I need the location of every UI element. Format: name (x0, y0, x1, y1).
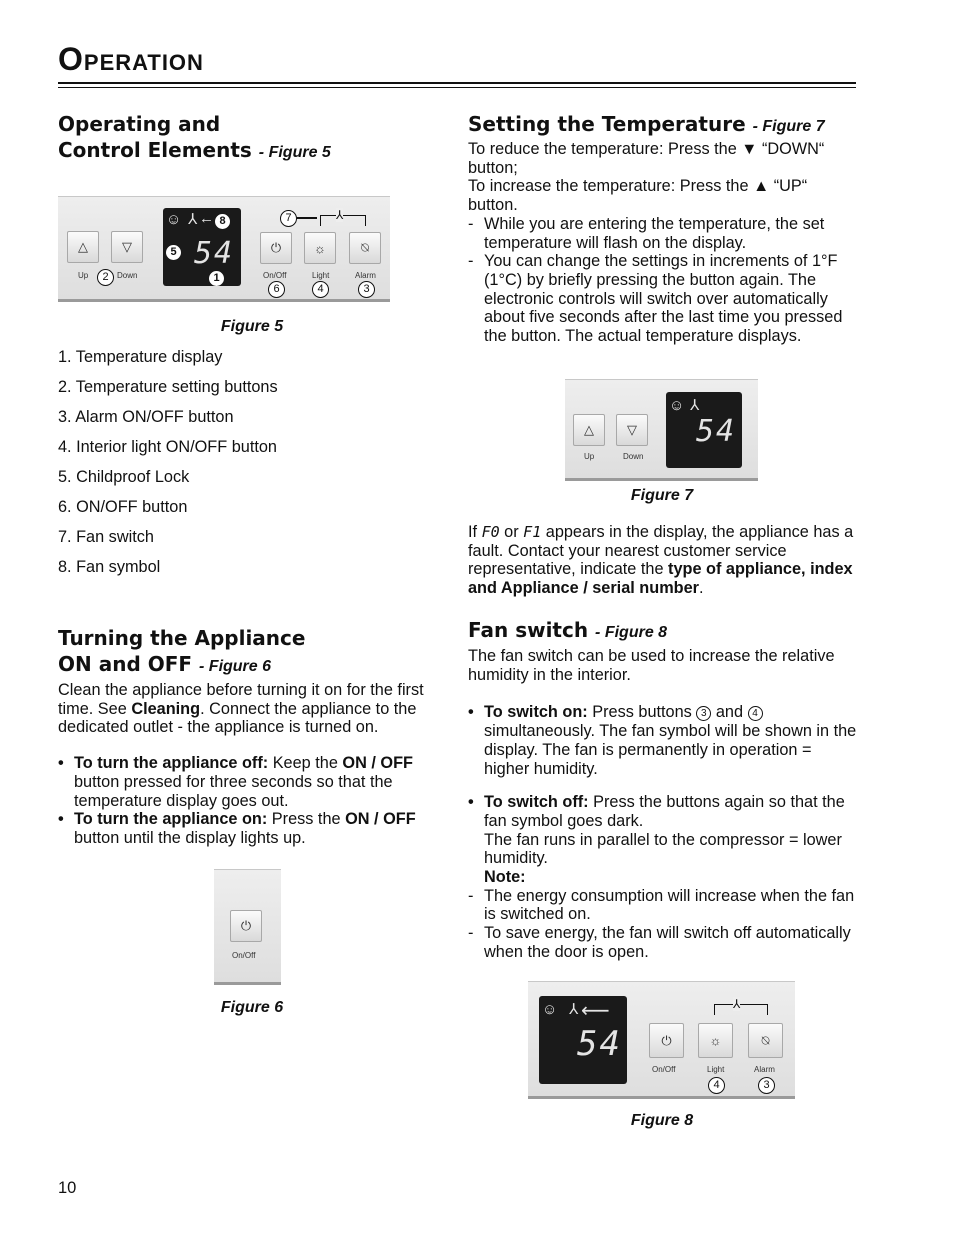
down-arrow-icon: ▽ (122, 239, 132, 254)
list-item: - You can change the settings in increments of 1°F (1°C) by briefly pressing the button again. The electronic controls will switch over automatically about five seconds after the last time you pressed the button. The actual temperature displays. (468, 252, 860, 346)
on-off-label: On/Off (232, 951, 256, 960)
increase-text: To increase the temperature: Press the ▲ “UP“ button. (468, 177, 808, 215)
fan-icon: ⅄ (336, 208, 344, 222)
alarm-label: Alarm (355, 271, 376, 280)
on-off-label: On/Off (652, 1065, 676, 1074)
callout-4: 4 (312, 281, 329, 298)
up-label: Up (78, 271, 89, 280)
figure-6-panel (214, 869, 281, 985)
down-button[interactable] (616, 414, 648, 446)
fan-heading: Fan switch - Figure 8 (468, 618, 668, 642)
up-arrow-icon: △ (78, 239, 88, 254)
reduce-text: To reduce the temperature: Press the ▼ “DOWN“ button; (468, 140, 825, 177)
up-label: Up (584, 452, 595, 461)
up-button[interactable] (67, 231, 99, 263)
list-item: - The energy consumption will increase when the fan is switched on. (468, 887, 860, 924)
figure-7-caption: Figure 7 (630, 487, 694, 504)
setting-section (468, 111, 860, 346)
bell-off-icon: ⍉ (361, 240, 369, 255)
light-button[interactable] (698, 1023, 733, 1058)
light-label: Light (312, 271, 330, 280)
power-icon: ⏻ (240, 918, 252, 933)
fan-notes (468, 887, 860, 962)
list-item: 1. Temperature display (58, 348, 223, 366)
list-item: - While you are entering the temperature, the set temperature will flash on the display. (468, 215, 860, 252)
smiley-icon: ☺ (542, 1001, 558, 1018)
list-item: • To turn the appliance on: Press the ON / OFF button until the display lights up. (58, 810, 446, 847)
smiley-icon: ☺ (669, 397, 685, 414)
callout-4: 4 (708, 1077, 725, 1094)
list-item: 2. Temperature setting buttons (58, 378, 278, 396)
fault-text: If F0 or F1 appears in the display, the appliance has a fault. Contact your nearest customer service representative, indicate the type of appliance, index and Appliance / serial number. (468, 523, 854, 598)
on-off-label: On/Off (263, 271, 287, 280)
callout-1: 1 (209, 271, 224, 286)
fan-bullets (468, 703, 860, 868)
alarm-label: Alarm (754, 1065, 775, 1074)
list-item: - To save energy, the fan will switch off automatically when the door is open. (468, 924, 860, 961)
fan-switch-bracket (714, 1004, 768, 1015)
list-item: 7. Fan switch (58, 528, 154, 546)
fan-icon: ⅄ (733, 997, 741, 1011)
temperature-display (666, 392, 742, 468)
temperature-display (163, 208, 241, 286)
list-item: 8. Fan symbol (58, 558, 161, 576)
on-off-button[interactable] (649, 1023, 684, 1058)
operating-heading: Operating and Control Elements - Figure 5 (58, 112, 331, 162)
up-button[interactable] (573, 414, 605, 446)
down-label: Down (117, 271, 138, 280)
list-item: • To switch off: Press the buttons again so that the fan symbol goes dark. The fan runs in parallel to the compressor = lower humidity. (468, 793, 860, 868)
figure-5-caption: Figure 5 (220, 318, 284, 335)
list-item: 4. Interior light ON/OFF button (58, 438, 277, 456)
light-icon: ☼ (314, 240, 326, 256)
display-digits: 54 (194, 236, 235, 271)
down-button[interactable] (111, 231, 143, 263)
title-rule (58, 82, 856, 84)
turning-heading: Turning the Appliance ON and OFF - Figure 6 (58, 626, 306, 676)
on-off-button[interactable] (230, 910, 262, 942)
callout-8: 8 (215, 214, 230, 229)
display-digits: 54 (577, 1024, 622, 1064)
list-item: • To switch on: Press buttons 3 and 4 simultaneously. The fan symbol will be shown in the display. The fan is permanently in operation = higher humidity. (468, 703, 860, 778)
on-off-button[interactable] (260, 232, 292, 264)
callout-5: 5 (166, 245, 181, 260)
alarm-button[interactable] (748, 1023, 783, 1058)
display-digits: 54 (696, 414, 737, 449)
light-icon: ☼ (709, 1033, 722, 1048)
turning-intro: Clean the appliance before turning it on for the first time. See Cleaning. Connect the appliance to the dedicated outlet - the appliance is turned on. (58, 681, 424, 737)
list-item: • To turn the appliance off: Keep the ON / OFF button pressed for three seconds so that the temperature display goes out. (58, 754, 446, 810)
setting-heading: Setting the Temperature - Figure 7 (468, 112, 825, 136)
light-button[interactable] (304, 232, 336, 264)
temperature-display (539, 996, 627, 1084)
figure-7-panel (565, 379, 758, 481)
control-elements-list (58, 348, 446, 588)
fan-intro: The fan switch can be used to increase the relative humidity in the interior. (468, 647, 835, 684)
fan-icon: ⅄ (569, 1001, 579, 1018)
callout-3: 3 (696, 706, 711, 721)
fan-icon: ⅄ (188, 211, 198, 228)
fan-switch-arrow (297, 217, 317, 219)
up-arrow-icon: △ (584, 422, 594, 437)
callout-4: 4 (748, 706, 763, 721)
arrow-left-icon: ← (199, 210, 214, 227)
fault-code-f0: F0 (481, 523, 500, 541)
fault-section (468, 523, 860, 598)
callout-6: 6 (268, 281, 285, 298)
list-item: 5. Childproof Lock (58, 468, 190, 486)
operating-section (58, 111, 446, 166)
figure-6-caption: Figure 6 (220, 999, 284, 1016)
power-icon: ⏻ (661, 1032, 672, 1048)
figure-8-panel (528, 981, 795, 1099)
list-item: 6. ON/OFF button (58, 498, 188, 516)
setting-notes (468, 215, 860, 346)
turning-section (58, 625, 446, 848)
callout-3: 3 (758, 1077, 775, 1094)
turning-bullets (58, 754, 446, 848)
fault-code-f1: F1 (523, 523, 542, 541)
note-label: Note: (484, 868, 526, 887)
callout-3: 3 (358, 281, 375, 298)
down-label: Down (623, 452, 644, 461)
arrow-left-icon: ⟵ (581, 1000, 610, 1022)
page-title: Operation (58, 41, 204, 77)
down-arrow-icon: ▽ (627, 422, 637, 437)
fan-section (468, 617, 860, 962)
figure-5-panel (58, 196, 390, 302)
list-item: 3. Alarm ON/OFF button (58, 408, 234, 426)
alarm-button[interactable] (349, 232, 381, 264)
fan-icon: ⅄ (690, 397, 700, 414)
callout-2: 2 (97, 269, 114, 286)
smiley-icon: ☺ (166, 211, 182, 228)
callout-7: 7 (280, 210, 297, 227)
bell-off-icon: ⍉ (761, 1032, 770, 1048)
power-icon: ⏻ (270, 240, 282, 255)
figure-8-caption: Figure 8 (630, 1112, 694, 1129)
title-rule-thin (58, 87, 856, 88)
page-number: 10 (58, 1179, 77, 1197)
light-label: Light (707, 1065, 725, 1074)
